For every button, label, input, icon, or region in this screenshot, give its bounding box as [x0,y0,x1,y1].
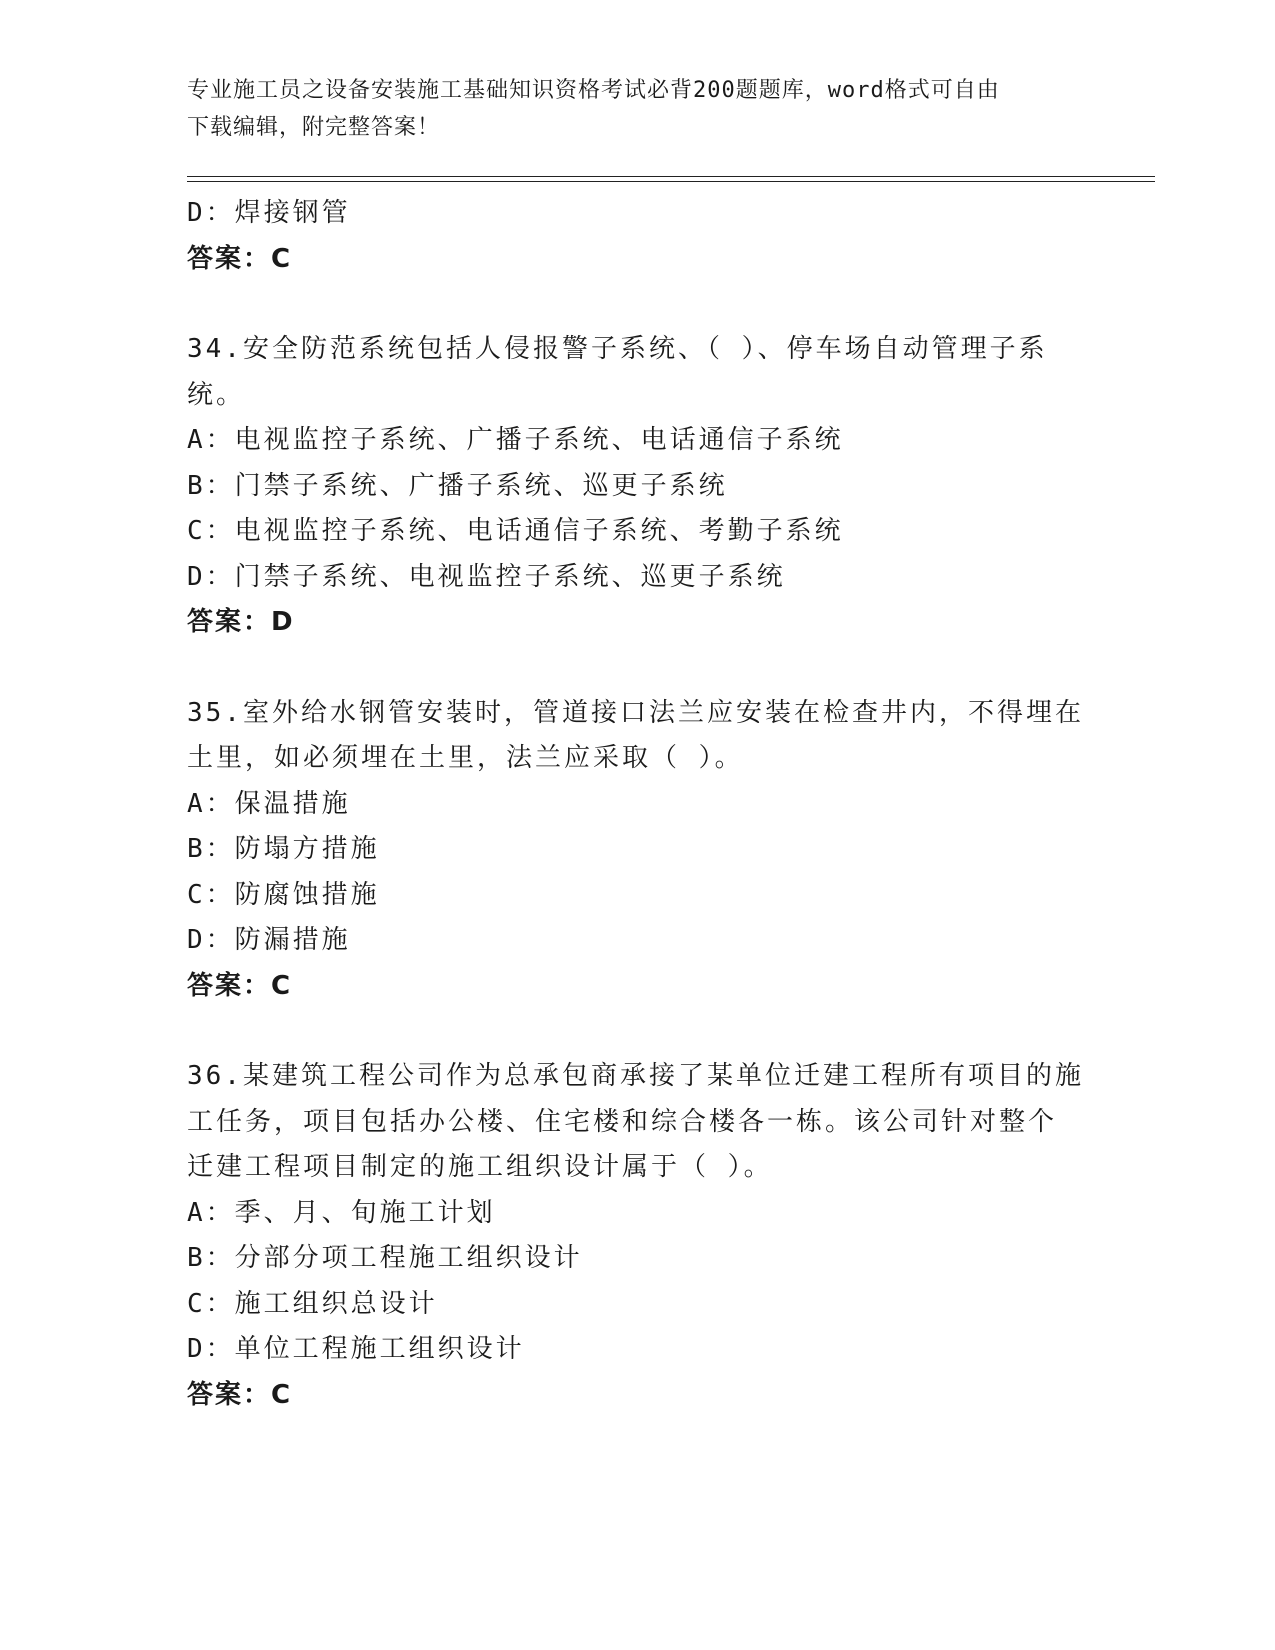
prev-answer: 答案：C [187,243,293,274]
option-b: B：门禁子系统、广播子系统、巡更子系统 [187,470,728,501]
prev-option-d: D：焊接钢管 [187,198,351,228]
option-d: D：防漏措施 [187,925,351,955]
option-a: A：电视监控子系统、广播子系统、电话通信子系统 [187,425,844,455]
option-a: A：保温措施 [187,788,351,819]
question-stem-line: 工任务，项目包括办公楼、住宅楼和综合楼各一栋。该公司针对整个 [187,1106,1058,1137]
header-line-1: 专业施工员之设备安装施工基础知识资格考试必背200题题库，word格式可自由 [187,78,1000,103]
option-c: C：电视监控子系统、电话通信子系统、考勤子系统 [187,516,844,546]
question-35 [187,691,1087,1010]
question-stem-line: 统。 [187,379,246,410]
question-36 [187,1054,1087,1418]
question-list [187,191,1087,1418]
spacer [187,646,1087,691]
option-c: C：施工组织总设计 [187,1288,438,1319]
answer: 答案：C [187,970,293,1001]
spacer [187,282,1087,327]
header-line-2: 下载编辑，附完整答案！ [187,115,441,140]
answer: 答案：D [187,607,295,637]
question-stem-line: 36.某建筑工程公司作为总承包商承接了某单位迁建工程所有项目的施 [187,1061,1084,1091]
question-stem-line: 迁建工程项目制定的施工组织设计属于（ ）。 [187,1152,773,1182]
option-c: C：防腐蚀措施 [187,879,380,910]
answer: 答案：C [187,1379,293,1410]
header-divider-bottom [187,181,1155,182]
option-d: D：门禁子系统、电视监控子系统、巡更子系统 [187,561,786,592]
question-stem-line: 34.安全防范系统包括人侵报警子系统、（ ）、停车场自动管理子系 [187,334,1048,364]
question-stem-line: 35.室外给水钢管安装时，管道接口法兰应安装在检查井内，不得埋在 [187,697,1084,728]
question-stem-line: 土里，如必须埋在土里，法兰应采取（ ）。 [187,743,744,773]
document-header [187,72,1067,146]
header-divider-top [187,176,1155,177]
option-b: B：分部分项工程施工组织设计 [187,1243,583,1273]
option-a: A：季、月、旬施工计划 [187,1197,496,1228]
option-d: D：单位工程施工组织设计 [187,1334,525,1364]
option-b: B：防塌方措施 [187,834,380,864]
spacer [187,1009,1087,1054]
question-34 [187,327,1087,646]
